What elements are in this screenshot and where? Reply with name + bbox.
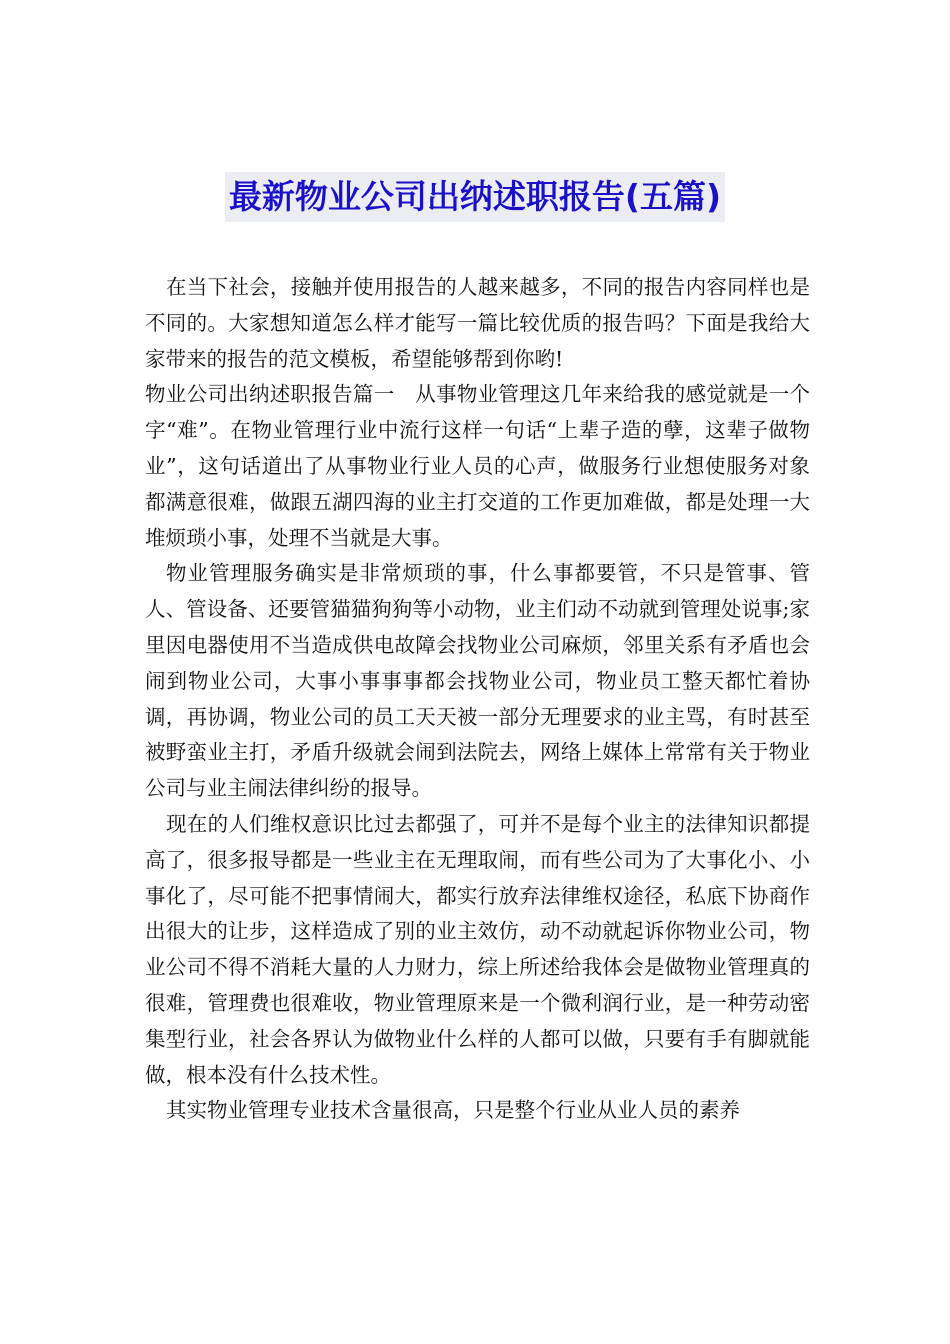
paragraph-4: 其实物业管理专业技术含量很高，只是整个行业从业人员的素养: [166, 1098, 740, 1123]
paragraph-intro: 在当下社会，接触并使用报告的人越来越多，不同的报告内容同样也是不同的。大家想知道怎么样才能写一篇比较优质的报告吗？下面是我给大家带来的报告的范文模板，希望能够帮到你哟!: [145, 275, 810, 371]
paragraph-2: 物业管理服务确实是非常烦琐的事，什么事都要管，不只是管事、管人、管设备、还要管猫猫狗狗等小动物，业主们动不动就到管理处说事;家里因电器使用不当造成供电故障会找物业公司麻烦，邻里关系有矛盾也会闹到物业公司，大事小事事事都会找物业公司，物业员工整天都忙着协调，再协调，物业公司的员工天天被一部分无理要求的业主骂，有时甚至被野蛮业主打，矛盾升级就会闹到法院去，网络上媒体上常常有关于物业公司与业主闹法律纠纷的报导。: [145, 561, 810, 801]
title-container: [0, 172, 950, 222]
paragraph-1: 物业公司出纳述职报告篇一 从事物业管理这几年来给我的感觉就是一个字“难”。在物业管理行业中流行这样一句话“上辈子造的孽，这辈子做物业”，这句话道出了从事物业行业人员的心声，做服务行业想使服务对象都满意很难，做跟五湖四海的业主打交道的工作更加难做，都是处理一大堆烦琐小事，处理不当就是大事。: [145, 382, 810, 550]
document-body: [145, 270, 810, 1129]
paragraph-3: 现在的人们维权意识比过去都强了，可并不是每个业主的法律知识都提高了，很多报导都是一些业主在无理取闹，而有些公司为了大事化小、小事化了，尽可能不把事情闹大，都实行放弃法律维权途径，私底下协商作出很大的让步，这样造成了别的业主效仿，动不动就起诉你物业公司，物业公司不得不消耗大量的人力财力，综上所述给我体会是做物业管理真的很难，管理费也很难收，物业管理原来是一个微利润行业，是一种劳动密集型行业，社会各界认为做物业什么样的人都可以做，只要有手有脚就能做，根本没有什么技术性。: [145, 811, 810, 1087]
document-title: 最新物业公司出纳述职报告(五篇): [225, 172, 725, 222]
